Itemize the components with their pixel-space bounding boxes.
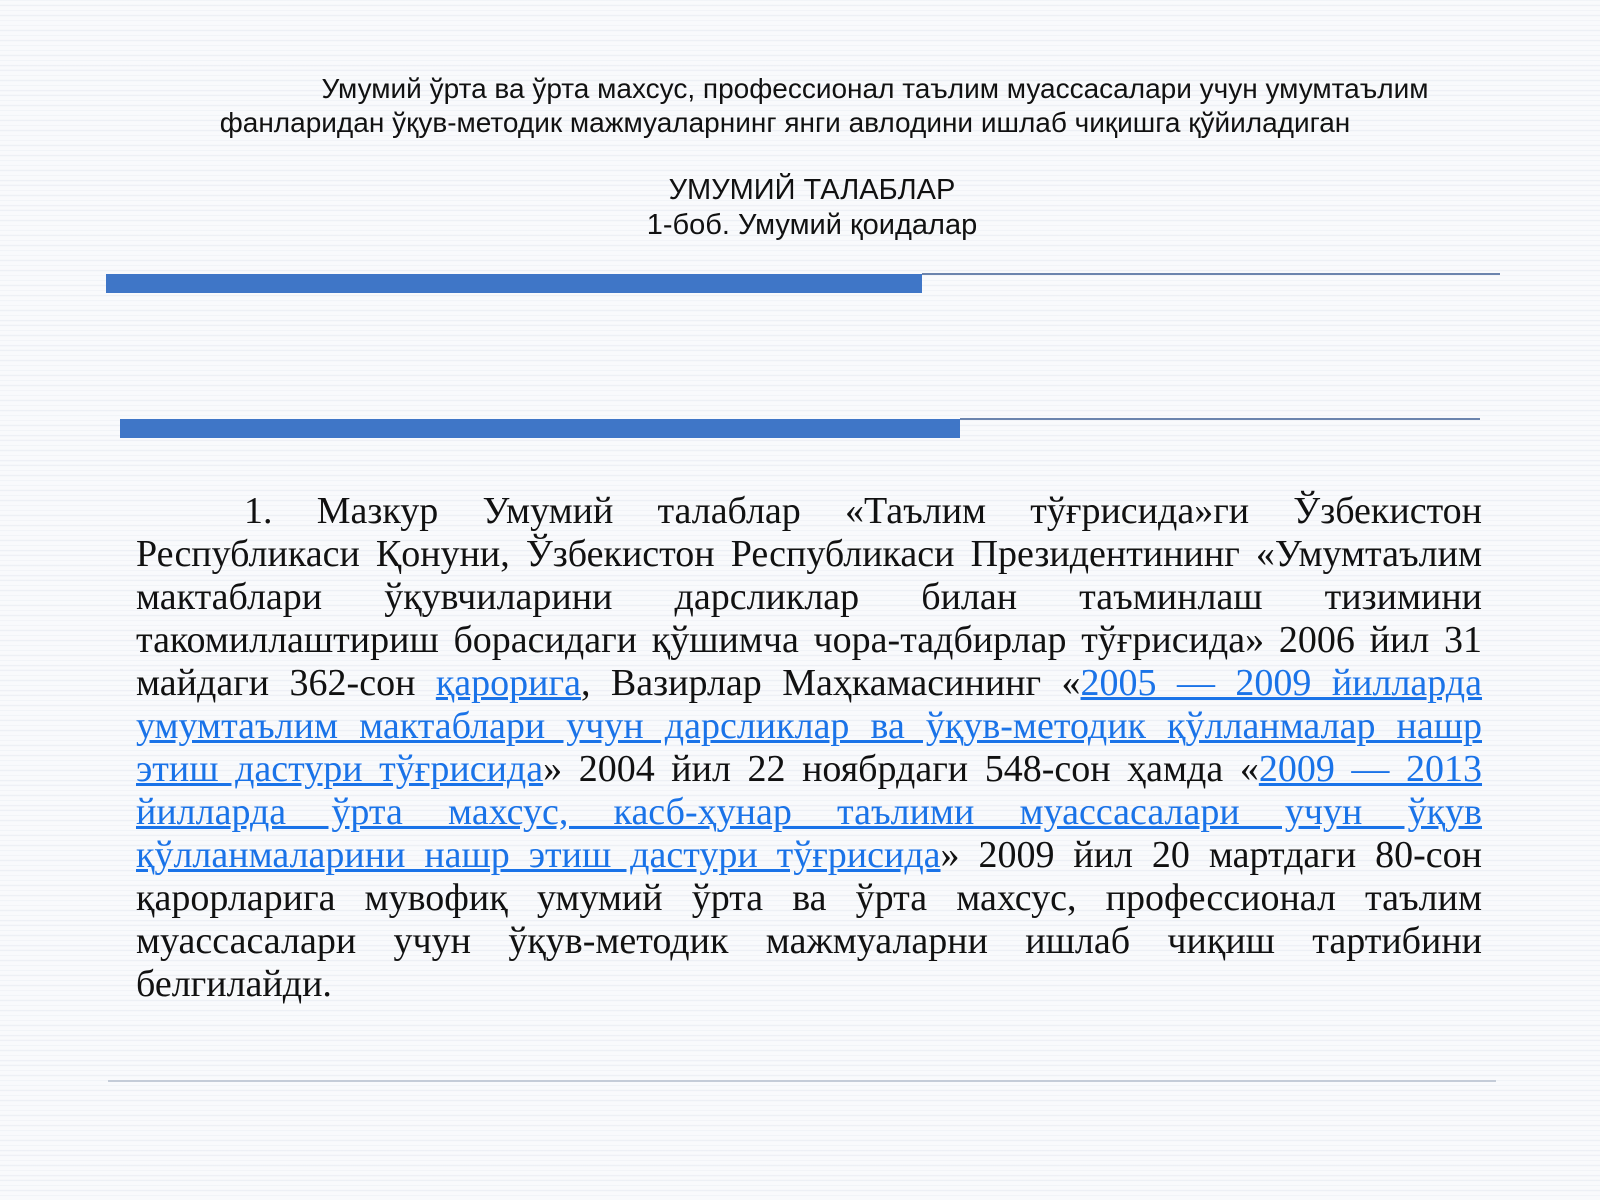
rule-top (922, 273, 1500, 275)
clause-number: 1. (244, 490, 273, 532)
publishing-program-2009-2013-link[interactable]: 2009 — 2013 йилларда ўрта махсус, касб-ҳунар таълими муассасалари учун ўқув қўлланмаларини нашр этиш дастури тўғрисида (136, 748, 1483, 876)
accent-bar-top (106, 274, 922, 293)
clause-text-part-3: » 2004 йил 22 ноябрдаги 548-сон ҳамда « (543, 748, 1259, 790)
rule-middle (960, 418, 1480, 420)
page-title: УМУМИЙ ТАЛАБЛАР (668, 174, 956, 206)
clause-text-part-1: Мазкур Умумий талаблар «Таълим тўғрисида»ги Ўзбекистон Республикаси Қонуни, Ўзбекистон Республикаси Президентининг «Умумтаълим мактаблари ўқувчиларини дарсликлар билан таъминлаш тизимини такомиллаштириш борасидаги қўшимча чора-тадбирлар тўғрисида» 2006 йил 31 майдаги 362-сон (136, 490, 1483, 704)
clause-paragraph (136, 490, 1482, 1006)
footer-rule (108, 1080, 1496, 1082)
document-intro (180, 72, 1480, 140)
intro-line-2: фанларидан ўқув-методик мажмуаларнинг янги авлодини ишлаб чиқишга қўйиладиган (219, 107, 1351, 138)
clause-text-part-2: , Вазирлар Маҳкамасининг « (580, 662, 1081, 704)
clause-text-part-4: » 2009 йил 20 мартдаги 80-сон қарорларига мувофиқ умумий ўрта ва ўрта махсус, профессионал таълим муассасалари учун ўқув-методик мажмуаларни ишлаб чиқиш тартибини белгилайди. (136, 834, 1482, 1005)
resolution-362-link[interactable]: қарорига (435, 662, 581, 704)
publishing-program-2005-2009-link[interactable]: 2005 — 2009 йилларда умумтаълим мактаблари учун дарсликлар ва ўқув-методик қўлланмалар нашр этиш дастури тўғрисида (136, 662, 1483, 790)
intro-line-1: Умумий ўрта ва ўрта махсус, профессионал таълим муассасалари учун умумтаълим (321, 73, 1429, 104)
accent-bar-middle (120, 419, 960, 438)
chapter-title: 1-боб. Умумий қоидалар (646, 209, 978, 241)
